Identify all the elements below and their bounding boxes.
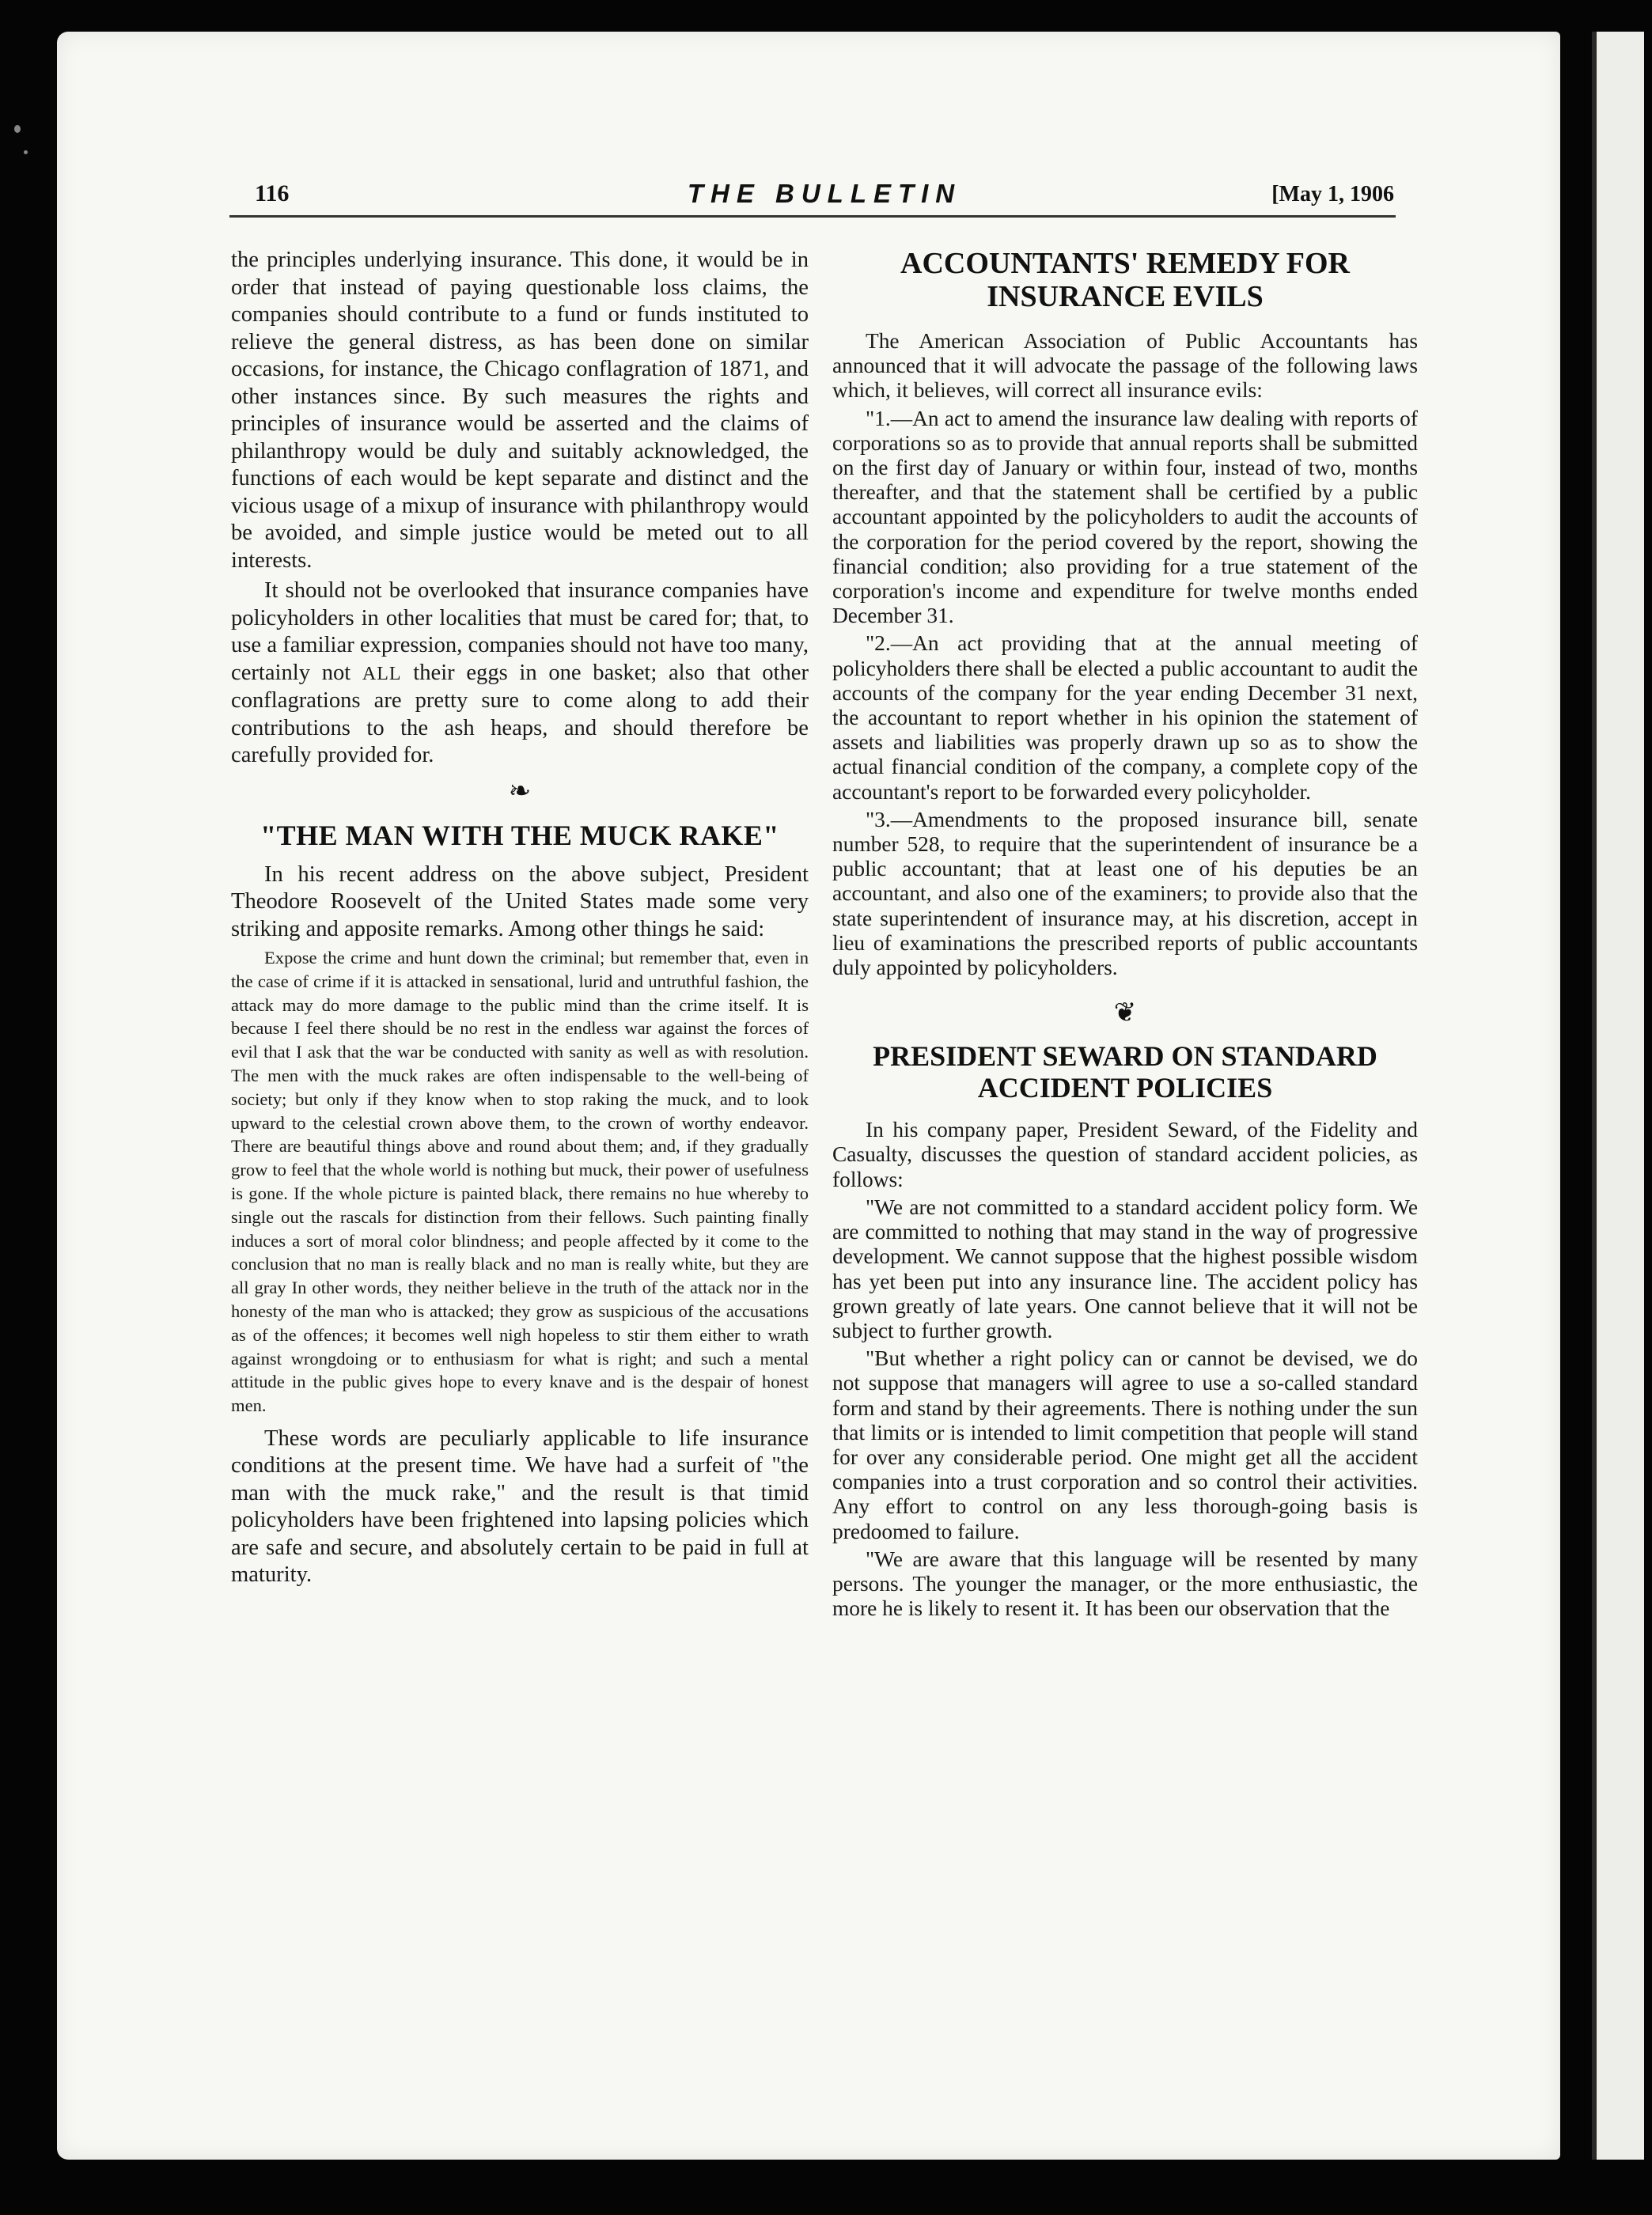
ornament-icon: ❧ bbox=[508, 776, 532, 806]
paragraph-text: their eggs in one basket; also that other conflagrations are pretty sure to come along to add their contributions to the ash heaps, and should therefore be carefully provided for. bbox=[231, 660, 809, 767]
paragraph: "But whether a right policy can or cannot be devised, we do not suppose that managers will agree to use a so-called standard form and stand by their agreements. There is nothing under the sun that limits or is intended to limit competition that people will stand for over any considerable period. One might get all the accident companies into a trust corporation and so control their activities. Any effort to control on any less thorough-going basis is predoomed to failure. bbox=[832, 1346, 1418, 1543]
paragraph: "3.—Amendments to the proposed insurance bill, senate number 528, to require that the superintendent of insurance be a public accountant; that at least one of his deputies be an accountant, and also one of the examiners; to provide also that the state superintendent of insurance may, at his discretion, accept in lieu of examinations the prescribed reports of public accountants duly appointed by policyholders. bbox=[832, 807, 1418, 980]
ornament-icon: ❦ bbox=[1113, 998, 1137, 1028]
paragraph: In his recent address on the above subject, President Theodore Roosevelt of the United States made some very striking and apposite remarks. Among other things he said: bbox=[231, 861, 809, 941]
paragraph: "1.—An act to amend the insurance law dealing with reports of corporations so as to provide that annual reports shall be submitted on the first day of January or within four, instead of two, months thereafter, and that the statement shall be certified by a public accountant appointed by the policyholders to audit the accounts of the corporation for the period covered by the report, showing the financial condition; also providing for a true statement of the corporation's income and expenditure for twelve months ended December 31. bbox=[832, 406, 1418, 628]
issue-date: [May 1, 1906 bbox=[1271, 182, 1394, 206]
dust-speck bbox=[14, 125, 21, 133]
article-heading: PRESIDENT SEWARD ON STANDARD ACCIDENT POLICIES bbox=[873, 1040, 1377, 1104]
paragraph: "We are aware that this language will be resented by many persons. The younger the manager, or the more enthusiastic, the more he is likely to resent it. It has been our observation that the bbox=[832, 1547, 1418, 1621]
block-quote: Expose the crime and hunt down the criminal; but remember that, even in the case of crime if it is attacked in sensational, lurid and untruthful fashion, the attack may do more damage to the public mind than the crime itself. It is because I feel there should be no rest in the endless war against the forces of evil that I ask that the war be conducted with sanity as well as with resolution. The men with the muck rakes are often indispensable to the well-being of society; but only if they know when to stop raking the muck, and to look upward to the celestial crown above them, to the crown of worthy endeavor. There are beautiful things above and round about them; and, if they gradually grow to feel that the whole world is nothing but muck, their power of usefulness is gone. If the whole picture is painted black, there remains no hue whereby to single out the rascals for distinction from their fellows. Such painting finally induces a sort of moral color blindness; and people affected by it come to the conclusion that no man is really black and no man is really white, but they are all gray In other words, they neither believe in the truth of the attack nor in the honesty of the man who is attacked; they grow as suspicious of the accusations as of the offences; it becomes well nigh hopeless to stir them either to wrath against wrongdoing or to enthusiasm for what is right; and such a mental attitude in the public gives hope to every knave and is the despair of honest men. bbox=[231, 948, 809, 1416]
left-column bbox=[231, 247, 809, 1592]
article-heading: "THE MAN WITH THE MUCK RAKE" bbox=[260, 819, 779, 851]
paragraph: The American Association of Public Accountants has announced that it will advocate the passage of the following laws which, it believes, will correct all insurance evils: bbox=[832, 329, 1418, 403]
dust-speck bbox=[24, 150, 28, 154]
page-number: 116 bbox=[255, 180, 290, 206]
running-header bbox=[255, 176, 1394, 214]
paragraph-text: It should not be overlooked that insurance companies have policyholders in other localities that must be cared for; that, to use a familiar expression, companies should not have too many, certainly not bbox=[231, 578, 809, 685]
small-caps-word: ALL bbox=[362, 663, 402, 684]
paragraph: These words are peculiarly applicable to life insurance conditions at the present time. We have had a surfeit of "the man with the muck rake," and the result is that timid policyholders have been frightened into lapsing policies which are safe and secure, and absolutely certain to be paid in full at maturity. bbox=[231, 1426, 809, 1588]
right-column bbox=[832, 247, 1418, 1624]
paragraph bbox=[231, 577, 809, 770]
paragraph: In his company paper, President Seward, of the Fidelity and Casualty, discusses the question of standard accident policies, as follows: bbox=[832, 1118, 1418, 1191]
adjacent-page-edge bbox=[1592, 32, 1644, 2160]
paragraph: "2.—An act providing that at the annual meeting of policyholders there shall be elected a public accountant to audit the accounts of the company for the year ending December 31 next, the accountant to report whether in his opinion the statement of assets and liabilities was properly drawn up so as to show the actual financial condition of the company, a complete copy of the accountant's report to be forwarded every policyholder. bbox=[832, 631, 1418, 804]
header-rule bbox=[229, 215, 1396, 218]
paragraph: the principles underlying insurance. This done, it would be in order that instead of paying questionable loss claims, the companies should contribute to a fund or funds instituted to relieve the general distress, as has been done on similar occasions, for instance, the Chicago conflagration of 1871, and other instances since. By such measures the rights and principles of insurance would be asserted and the claims of philanthropy would be duly and suitably acknowledged, the functions of each would be kept separate and distinct and the vicious usage of a mixup of insurance with philanthropy would be avoided, and simple justice would be meted out to all interests. bbox=[231, 248, 809, 573]
article-heading: ACCOUNTANTS' REMEDY FOR INSURANCE EVILS bbox=[900, 247, 1350, 313]
publication-title: THE BULLETIN bbox=[687, 179, 962, 208]
paragraph: "We are not committed to a standard accident policy form. We are committed to nothing that may stand in the way of progressive development. We cannot suppose that the highest possible wisdom has yet been put into any insurance line. The accident policy has grown greatly of late years. One cannot believe that it will not be subject to further growth. bbox=[832, 1195, 1418, 1342]
